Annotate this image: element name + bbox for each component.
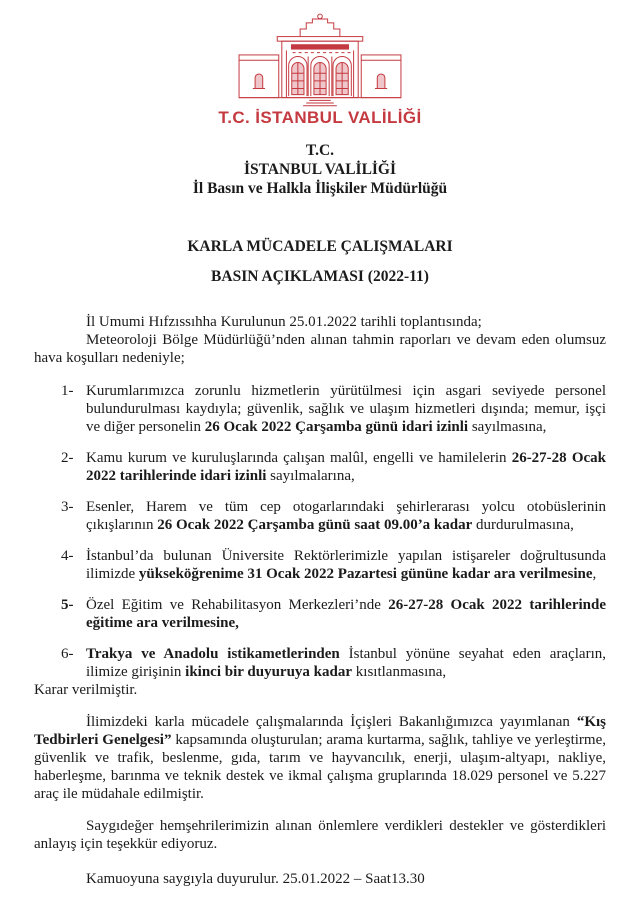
document-title [34,237,606,286]
decision-text-2: Kamu kurum ve kuruluşlarında çalışan malûl, engelli ve hamilelerin 26-27-28 Ocak 2022 tarihlerinde idari izinli sayılmalarına, [86,450,606,484]
title-line-2: BASIN AÇIKLAMASI (2022-11) [211,268,429,285]
decision-marker-4: 4- [61,548,74,564]
intro-section [34,313,606,367]
decision-item-4 [61,547,606,583]
decision-marker-3: 3- [61,499,74,515]
decision-marker-1: 1- [61,383,74,399]
body-paragraph-1: İlimizdeki karla mücadele çalışmalarında İçişleri Bakanlığımızca yayımlanan “Kış Tedbirleri Genelgesi” kapsamında oluşturulan; arama kurtarma, sağlık, tahliye ve yerleştirme, güvenlik ve trafik, beslenme, gıda, tarım ve hayvancılık, enerji, ulaşım-altyapı, nakliye, haberleşme, barınma ve teknik destek ve ikmal çalışma gruplarında 18.029 personel ve 5.227 araç ile müdahale edilmiştir. [34,714,606,802]
intro-paragraph-2: Meteoroloji Bölge Müdürlüğü’nden alınan tahmin raporları ve devam eden olumsuz hava koşulları nedeniyle; [34,332,606,366]
logo-block [34,12,606,128]
decision-text-6: Trakya ve Anadolu istikametlerinden İstanbul yönüne seyahat eden araçların, ilimize girişinin ikinci bir duyuruya kadar kısıtlanmasına, [86,646,606,680]
letterhead-line-mudurluk: İl Basın ve Halkla İlişkiler Müdürlüğü [192,180,448,197]
decision-item-1 [61,382,606,436]
decision-item-5 [61,596,606,632]
decision-list [61,382,606,681]
letterhead [34,141,606,198]
decision-text-5: Özel Eğitim ve Rehabilitasyon Merkezleri’nde 26-27-28 Ocak 2022 tarihlerinde eğitime ara verilmesine, [86,597,606,631]
decision-marker-2: 2- [61,450,74,466]
decision-item-2 [61,449,606,485]
decision-item-6 [61,645,606,681]
decision-closing: Karar verilmiştir. [34,682,138,698]
decision-text-4: İstanbul’da bulunan Üniversite Rektörlerimizle yapılan istişareler doğrultusunda ilimizde yükseköğrenime 31 Ocak 2022 Pazartesi gününe kadar ara verilmesine, [86,548,606,582]
logo-caption: T.C. İSTANBUL VALİLİĞİ [218,108,422,127]
closing-line: Kamuoyuna saygıyla duyurulur. 25.01.2022 – Saat13.30 [86,871,425,887]
decision-text-3: Esenler, Harem ve tüm cep otogarlarındaki şehirlerarası yolcu otobüslerinin çıkışlarının 26 Ocak 2022 Çarşamba günü saat 09.00’a kadar durdurulmasına, [86,499,606,533]
document-body [34,313,606,888]
letterhead-line-tc: T.C. [305,142,335,159]
decision-marker-6: 6- [61,646,74,662]
intro-paragraph-1: İl Umumi Hıfzıssıhha Kurulunun 25.01.2022 tarihli toplantısında; [86,314,482,330]
decision-item-3 [61,498,606,534]
letterhead-line-valilik: İSTANBUL VALİLİĞİ [243,161,397,178]
government-building-icon [236,12,404,107]
decision-marker-5: 5- [61,597,74,613]
decision-text-1: Kurumlarımızca zorunlu hizmetlerin yürütülmesi için asgari seviyede personel bulundurulması kaydıyla; güvenlik, sağlık ve ulaşım hizmetleri dışında; memur, işçi ve diğer personelin 26 Ocak 2022 Çarşamba günü idari izinli sayılmasına, [86,383,606,435]
title-line-1: KARLA MÜCADELE ÇALIŞMALARI [187,238,453,255]
body-paragraph-2: Saygıdeğer hemşehrilerimizin alınan önlemlere verdikleri destekler ve gösterdikleri anlayış için teşekkür ediyoruz. [34,818,606,852]
